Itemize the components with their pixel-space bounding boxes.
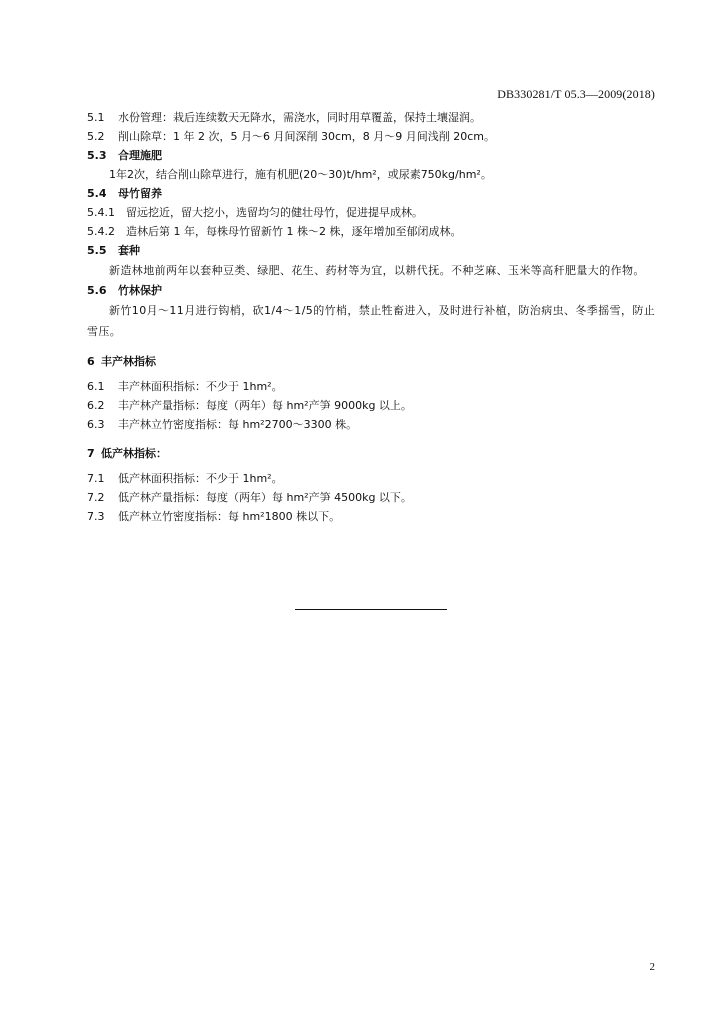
clause-text: 留远挖近，留大挖小，选留均匀的健壮母竹，促进提早成林。 [126, 206, 423, 219]
clause-number: 6.2 [87, 399, 105, 412]
clause-5-5-heading [87, 241, 662, 260]
clause-5-4-heading [87, 184, 662, 203]
section-number: 7 [87, 447, 95, 460]
clause-heading: 母竹留养 [118, 187, 162, 200]
clause-number: 5.2 [87, 130, 105, 143]
clause-number: 5.4 [87, 187, 107, 200]
clause-heading: 合理施肥 [118, 149, 162, 162]
section-number: 6 [87, 355, 95, 368]
clause-7-3 [87, 507, 662, 526]
clause-number: 5.1 [87, 111, 105, 124]
clause-5-4-1 [87, 203, 662, 222]
section-6-heading [87, 352, 662, 371]
clause-6-2 [87, 396, 662, 415]
clause-text: 丰产林立竹密度指标：每 hm²2700～3300 株。 [118, 418, 358, 431]
clause-number: 7.1 [87, 472, 105, 485]
clause-number: 5.4.1 [87, 206, 115, 219]
clause-number: 5.6 [87, 284, 107, 297]
section-title: 丰产林指标 [101, 355, 156, 368]
clause-5-1 [87, 108, 662, 127]
section-7-heading [87, 444, 662, 463]
section-title: 低产林指标： [101, 447, 167, 460]
clause-number: 5.4.2 [87, 225, 115, 238]
clause-5-3-heading [87, 146, 662, 165]
clause-6-3 [87, 415, 662, 434]
spacer [87, 434, 662, 444]
clause-5-5-body: 新造林地前两年以套种豆类、绿肥、花生、药材等为宜，以耕代抚。不种芝麻、玉米等高秆肥量大的作物。 [109, 264, 645, 277]
page-number: 2 [649, 961, 655, 973]
clause-heading: 竹林保护 [118, 284, 162, 297]
clause-text: 低产林立竹密度指标：每 hm²1800 株以下。 [118, 510, 341, 523]
clause-text: 削山除草：1 年 2 次，5 月～6 月间深削 30cm，8 月～9 月间浅削 20cm。 [118, 130, 495, 143]
clause-number: 5.3 [87, 149, 107, 162]
clause-7-1 [87, 469, 662, 488]
clause-5-3-body: 1年2次，结合削山除草进行，施有机肥(20～30)t/hm²，或尿素750kg/hm²。 [109, 168, 492, 181]
clause-text: 低产林面积指标：不少于 1hm²。 [118, 472, 283, 485]
clause-5-4-2 [87, 222, 662, 241]
clause-5-6-body: 新竹10月～11月进行钩梢，砍1/4～1/5的竹梢，禁止牲畜进入，及时进行补植，防治病虫、冬季摇雪，防止雪压。 [87, 304, 656, 338]
clause-number: 7.2 [87, 491, 105, 504]
spacer [87, 342, 662, 352]
clause-6-1 [87, 377, 662, 396]
clause-number: 6.3 [87, 418, 105, 431]
document-body [87, 108, 662, 526]
clause-number: 7.3 [87, 510, 105, 523]
document-code: DB330281/T 05.3—2009(2018) [497, 87, 655, 101]
end-of-standard-rule [295, 609, 447, 610]
clause-text: 低产林产量指标：每度（两年）每 hm²产笋 4500kg 以下。 [118, 491, 412, 504]
clause-text: 造林后第 1 年，每株母竹留新竹 1 株～2 株，逐年增加至郁闭成林。 [126, 225, 462, 238]
clause-text: 丰产林产量指标：每度（两年）每 hm²产笋 9000kg 以上。 [118, 399, 412, 412]
clause-7-2 [87, 488, 662, 507]
clause-number: 5.5 [87, 244, 107, 257]
clause-number: 6.1 [87, 380, 105, 393]
clause-text: 丰产林面积指标：不少于 1hm²。 [118, 380, 283, 393]
clause-5-6-heading [87, 281, 662, 300]
clause-text: 水份管理：栽后连续数天无降水，需浇水，同时用草覆盖，保持土壤湿润。 [118, 111, 481, 124]
clause-5-2 [87, 127, 662, 146]
clause-heading: 套种 [118, 244, 140, 257]
